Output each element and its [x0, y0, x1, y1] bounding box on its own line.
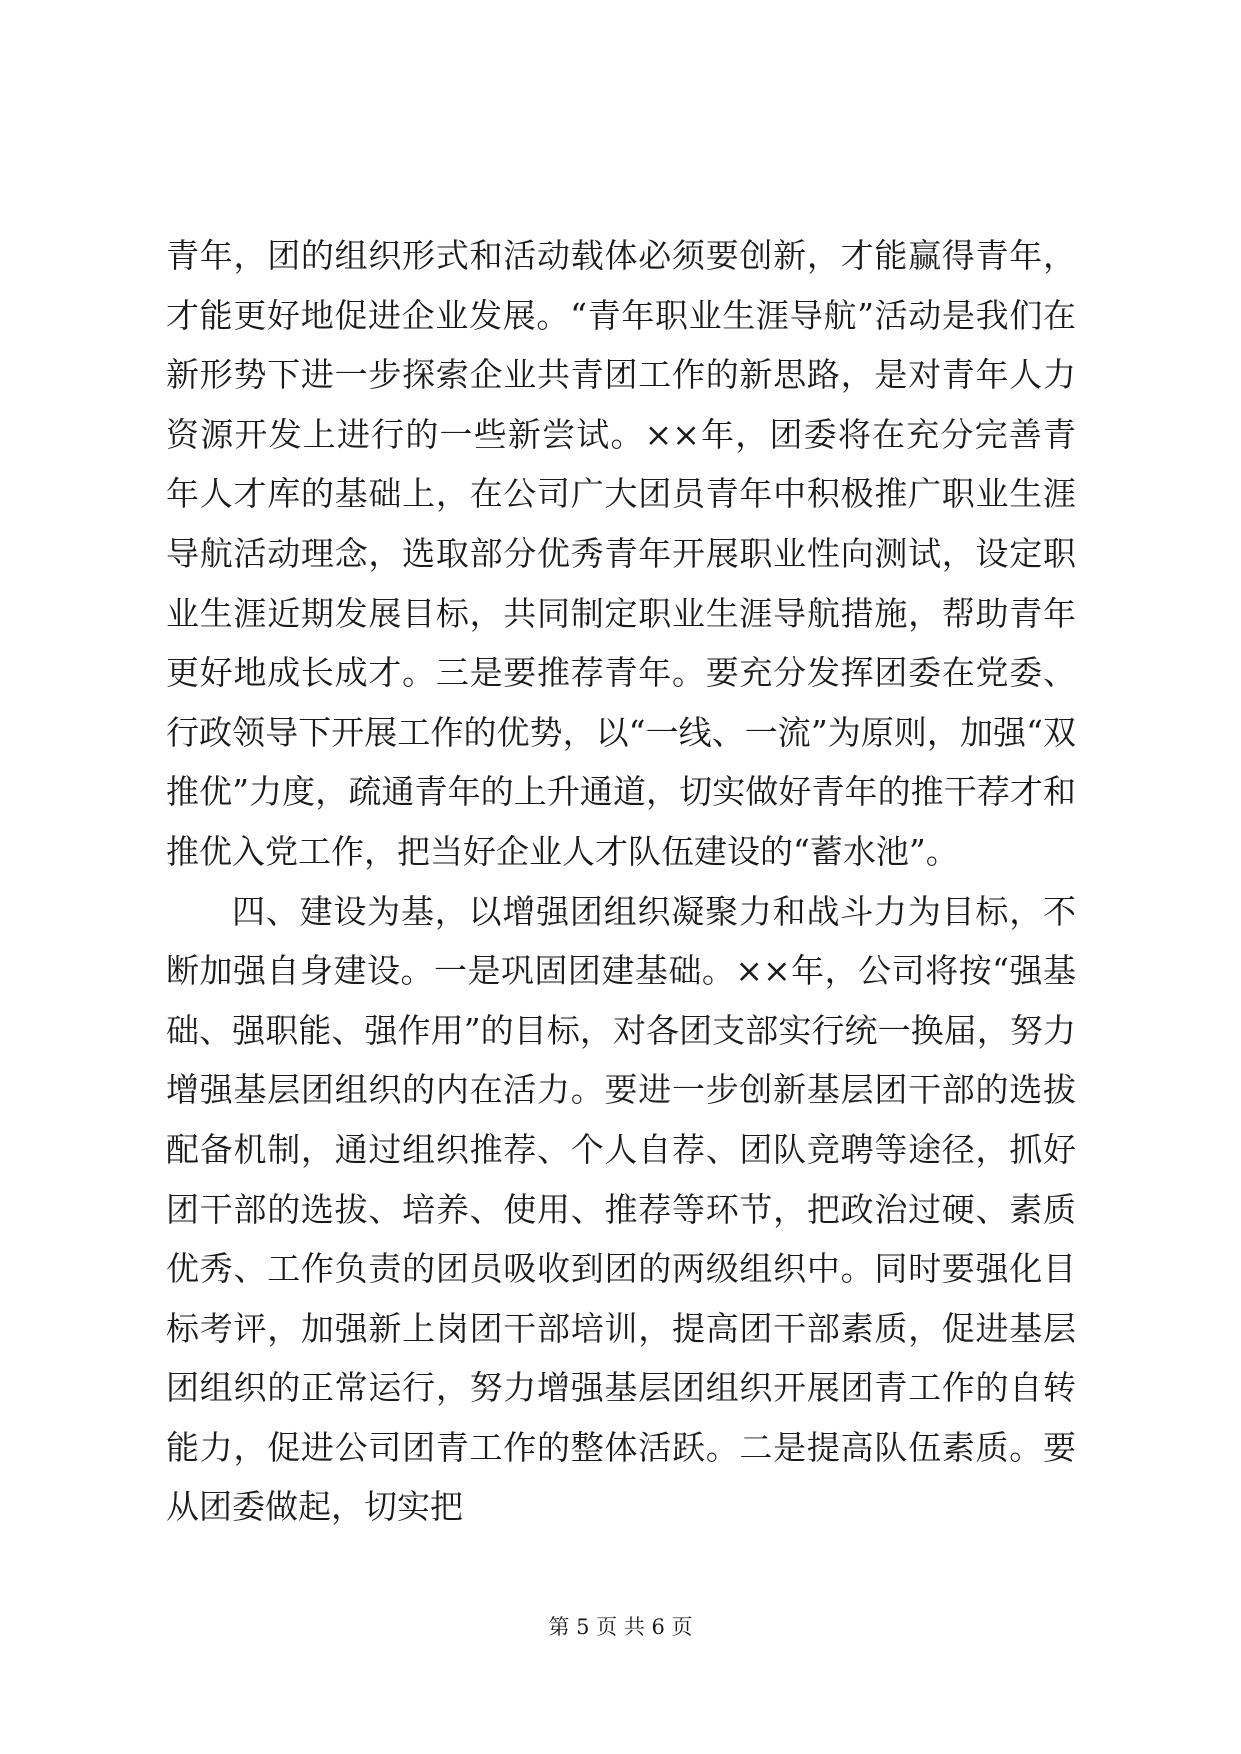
paragraph-section-four: 四、建设为基，以增强团组织凝聚力和战斗力为目标，不断加强自身建设。一是巩固团建基础。××年，公司将按“强基础、强职能、强作用”的目标，对各团支部实行统一换届，努力增强基层团组织的内在活力。要进一步创新基层团干部的选拔配备机制，通过组织推荐、个人自荐、团队竞聘等途径，抓好团干部的选拔、培养、使用、推荐等环节，把政治过硬、素质优秀、工作负责的团员吸收到团的两级组织中。同时要强化目标考评，加强新上岗团干部培训，提高团干部素质，促进基层团组织的正常运行，努力增强基层团组织开展团青工作的自转能力，促进公司团青工作的整体活跃。二是提高队伍素质。要从团委做起，切实把	[166, 891, 1076, 1527]
body-text	[166, 226, 1076, 1537]
page-footer: 第 5 页 共 6 页	[548, 1615, 693, 1639]
paragraph-continued: 青年，团的组织形式和活动载体必须要创新，才能赢得青年，才能更好地促进企业发展。“青年职业生涯导航”活动是我们在新形势下进一步探索企业共青团工作的新思路，是对青年人力资源开发上进行的一些新尝试。××年，团委将在充分完善青年人才库的基础上，在公司广大团员青年中积极推广职业生涯导航活动理念，选取部分优秀青年开展职业性向测试，设定职业生涯近期发展目标，共同制定职业生涯导航措施，帮助青年更好地成长成才。三是要推荐青年。要充分发挥团委在党委、行政领导下开展工作的优势，以“一线、一流”为原则，加强“双推优”力度，疏通青年的上升通道，切实做好青年的推干荐才和推优入党工作，把当好企业人才队伍建设的“蓄水池”。	[166, 236, 1076, 871]
